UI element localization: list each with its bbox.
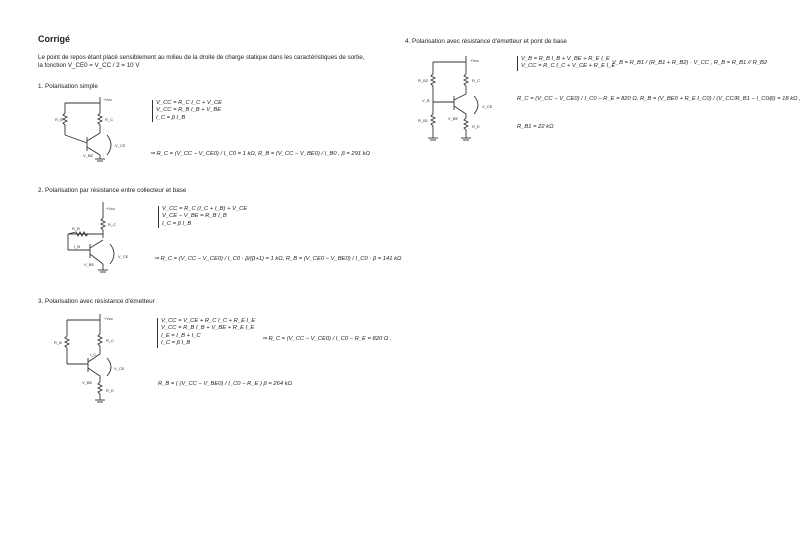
svg-text:V_CE: V_CE bbox=[118, 254, 129, 259]
svg-text:R_B: R_B bbox=[72, 226, 80, 231]
section-1-equations: V_CC = R_C I_C + V_CE V_CC = R_B I_B + V_BE I_C = β I_B bbox=[152, 100, 222, 122]
svg-text:V_CE: V_CE bbox=[115, 143, 126, 148]
svg-text:V_CE: V_CE bbox=[114, 366, 125, 371]
svg-text:R_C: R_C bbox=[108, 222, 117, 227]
section-4-equations: V_B = R_B I_B + V_BE + R_E I_E V_CC = R_C I_C + V_CE + R_E I_E bbox=[517, 56, 615, 71]
svg-text:+Vcc: +Vcc bbox=[104, 316, 114, 321]
page-title: Corrigé bbox=[38, 34, 71, 44]
svg-text:V_BE: V_BE bbox=[448, 116, 459, 121]
circuit-diagram-3 bbox=[52, 312, 132, 412]
section-4-result: R_C = (V_CC − V_CE0) / I_C0 − R_E = 820 Ω, R_B = (V_BE0 + R_E I_C0) / (V_CC/R_B1 − I_C0/β) = 18 kΩ , bbox=[517, 96, 801, 102]
svg-text:R_C: R_C bbox=[105, 117, 114, 122]
svg-text:R_E: R_E bbox=[106, 388, 114, 393]
svg-text:+Vcc: +Vcc bbox=[103, 97, 113, 102]
intro-paragraph: Le point de repos étant placé sensiblement au milieu de la droite de charge statique dans les caractéristiques de sortie, la fonction V_CE0 = V_CC / 2 = 10 V bbox=[38, 54, 365, 69]
section-2-heading: 2. Polarisation par résistance entre collecteur et base bbox=[38, 187, 187, 194]
section-2-result: ⇒ R_C = (V_CC − V_CE0) / I_C0 · β/(β+1) = 1 kΩ, R_B = (V_CE0 − V_BE0) / I_C0 · β = 141 kΩ bbox=[154, 256, 402, 262]
svg-text:R_B: R_B bbox=[54, 340, 62, 345]
section-1-result: ⇒ R_C = (V_CC − V_CE0) / I_C0 = 1 kΩ, R_B = (V_CC − V_BE0) / I_B0 , β = 291 kΩ bbox=[150, 151, 370, 157]
circuit-diagram-4 bbox=[418, 52, 503, 152]
section-4-result-2: R_B1 = 22 kΩ bbox=[517, 124, 554, 130]
svg-text:V_BE: V_BE bbox=[82, 380, 93, 385]
svg-text:R_C: R_C bbox=[106, 338, 115, 343]
svg-text:V_BE: V_BE bbox=[84, 262, 95, 267]
svg-text:V_CE: V_CE bbox=[482, 104, 493, 109]
svg-text:I_C: I_C bbox=[90, 352, 97, 357]
section-4-heading: 4. Polarisation avec résistance d'émetteur et pont de base bbox=[405, 38, 567, 45]
svg-text:I_B: I_B bbox=[74, 244, 81, 249]
section-3-equations: V_CC = V_CE + R_C I_C + R_E I_E V_CC = R_B I_B + V_BE + R_E I_E I_E = I_B + I_C I_C = β I_B bbox=[157, 318, 255, 348]
svg-text:R_C: R_C bbox=[472, 78, 481, 83]
section-1-heading: 1. Polarisation simple bbox=[38, 83, 98, 90]
section-3-heading: 3. Polarisation avec résistance d'émetteur bbox=[38, 298, 155, 305]
svg-text:R_B: R_B bbox=[55, 117, 63, 122]
svg-text:+Vcc: +Vcc bbox=[106, 206, 116, 211]
svg-text:R_B1: R_B1 bbox=[418, 118, 429, 123]
section-2-equations: V_CC = R_C (I_C + I_B) + V_CE V_CE − V_BE = R_B I_B I_C = β I_B bbox=[158, 206, 247, 228]
circuit-diagram-1 bbox=[55, 95, 130, 165]
svg-text:+Vcc: +Vcc bbox=[470, 58, 480, 63]
circuit-diagram-2 bbox=[58, 200, 138, 280]
svg-text:V_B: V_B bbox=[422, 98, 430, 103]
section-4-side: V_B = R_B1 / (R_B1 + R_B2) · V_CC , R_B = R_B1 // R_B2 bbox=[612, 60, 768, 66]
svg-text:R_B2: R_B2 bbox=[418, 78, 429, 83]
section-3-result-2: R_B = ( (V_CC − V_BE0) / I_C0 − R_E ) β = 264 kΩ bbox=[158, 381, 293, 387]
svg-text:R_E: R_E bbox=[472, 124, 480, 129]
svg-text:V_BE: V_BE bbox=[83, 153, 94, 158]
section-3-result: ⇒ R_C = (V_CC − V_CE0) / I_C0 − R_E = 820 Ω , bbox=[262, 336, 392, 342]
